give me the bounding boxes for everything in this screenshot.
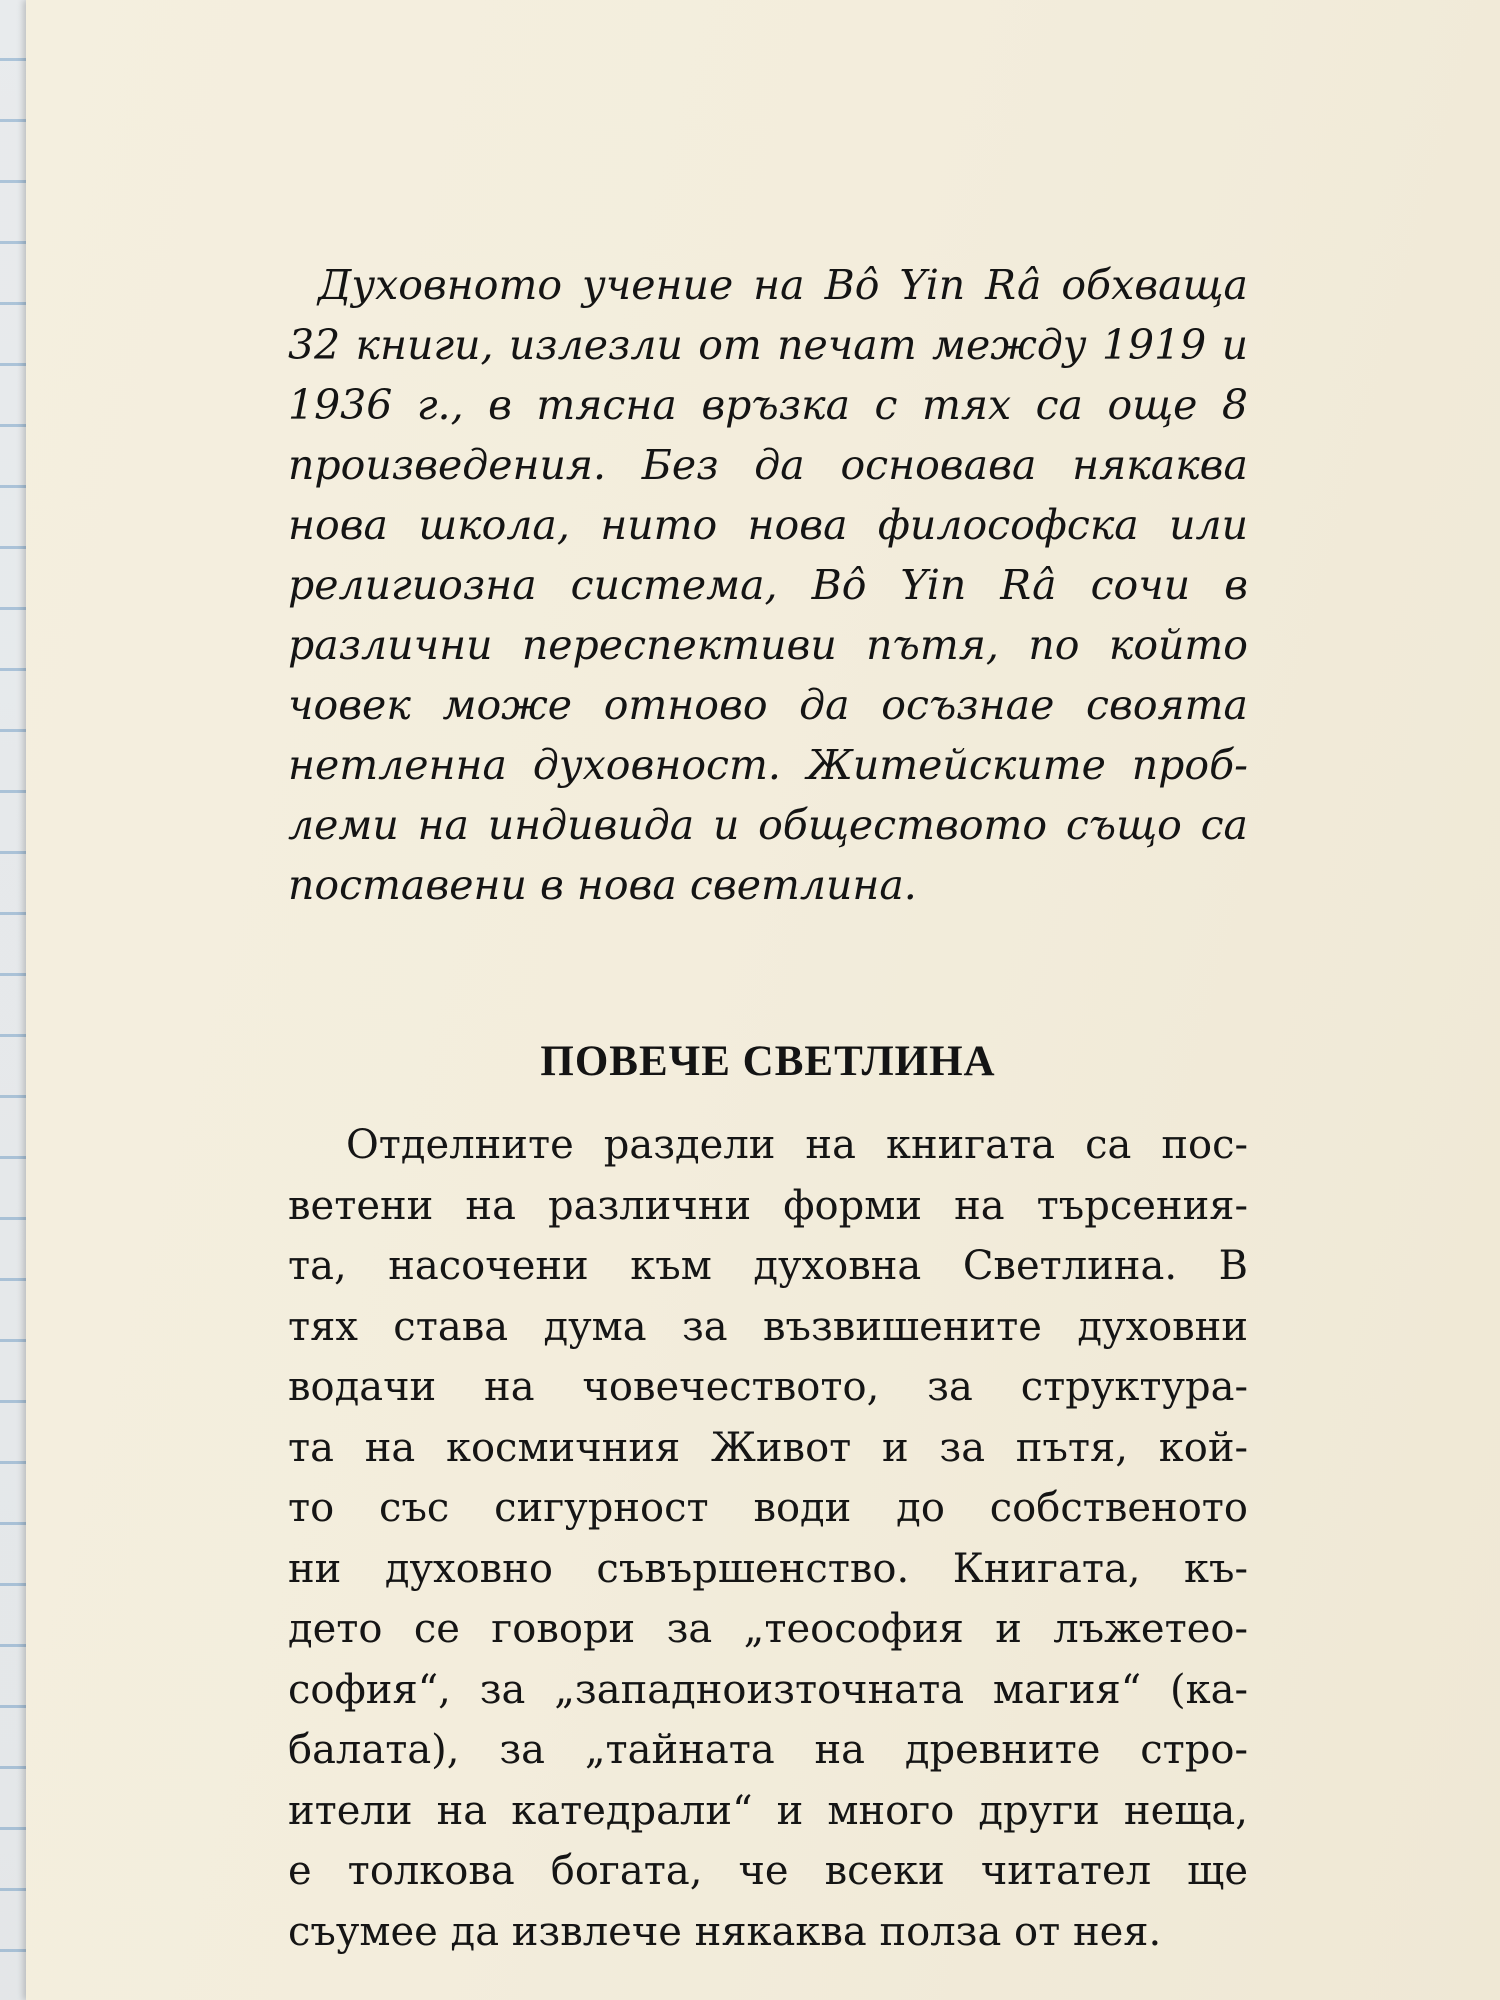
intro-paragraph (288, 255, 1248, 915)
section-line: ни духовно съвършенство. Книгата, къ- (288, 1545, 1248, 1592)
notebook-edge (0, 0, 28, 2000)
intro-line: произведения. Без да основава някаква (288, 441, 1248, 489)
section-line: софия“, за „западноизточната магия“ (ка- (288, 1666, 1248, 1713)
intro-line: религиозна система, Bô Yin Râ сочи в (288, 561, 1248, 609)
book-page (26, 0, 1500, 2000)
section-heading: ПОВЕЧЕ СВЕТЛИНА (540, 1038, 996, 1085)
section-paragraph (288, 1115, 1248, 1962)
intro-line: леми на индивида и обществото също са (288, 801, 1248, 849)
section-line: ители на катедрали“ и много други неща, (288, 1787, 1248, 1834)
intro-line: 1936 г., в тясна връзка с тях са още 8 (288, 381, 1248, 429)
intro-line: Духовното учение на Bô Yin Râ обхваща (318, 261, 1248, 309)
section-line: Отделните раздели на книгата са пос- (346, 1122, 1248, 1168)
intro-line: 32 книги, излезли от печат между 1919 и (288, 321, 1248, 369)
intro-line: поставени в нова светлина. (288, 861, 917, 909)
section-line: то със сигурност води до собственото (288, 1485, 1248, 1531)
intro-line: човек може отново да осъзнае своята (288, 681, 1248, 729)
section-line: тях става дума за възвишените духовни (288, 1303, 1248, 1350)
section-line: балата), за „тайната на древните стро- (288, 1727, 1248, 1773)
section-line: та на космичния Живот и за пътя, кой- (288, 1424, 1248, 1471)
section-line: та, насочени към духовна Светлина. В (288, 1243, 1248, 1289)
intro-line: нова школа, нито нова философска или (288, 501, 1248, 549)
section-line: дето се говори за „теософия и лъжетео- (288, 1606, 1248, 1652)
section-line: е толкова богата, че всеки читател ще (288, 1848, 1248, 1894)
section-line: водачи на човечеството, за структура- (288, 1364, 1248, 1410)
intro-line: различни переспективи пътя, по който (288, 621, 1248, 669)
page-content (288, 255, 1248, 1955)
intro-line: нетленна духовност. Житейските проб- (288, 741, 1248, 789)
section-line: ветени на различни форми на търсения- (288, 1182, 1248, 1229)
section-line: съумее да извлече някаква полза от нея. (288, 1908, 1162, 1955)
